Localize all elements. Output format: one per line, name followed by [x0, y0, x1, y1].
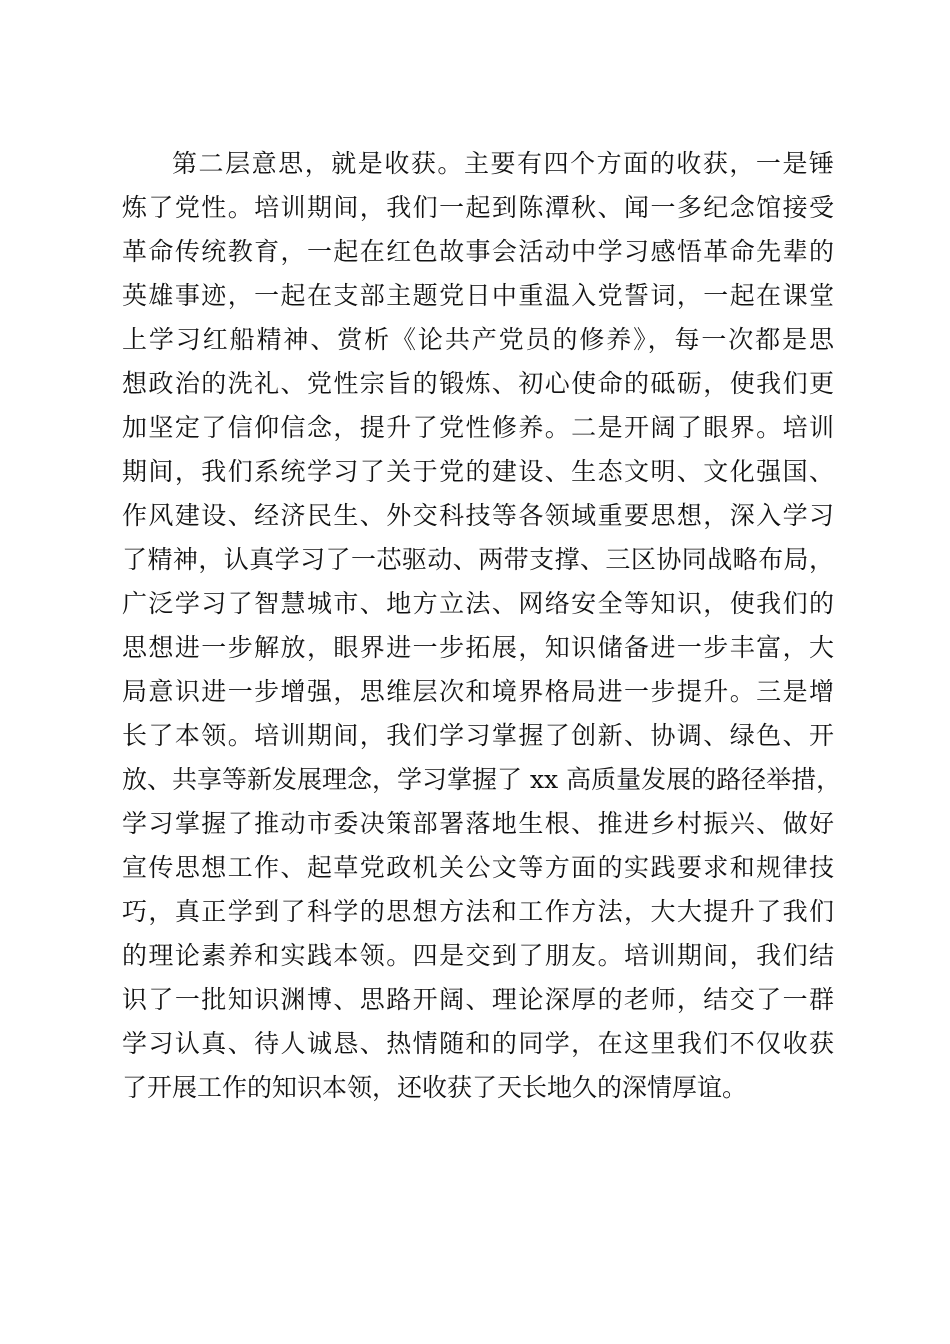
paragraph-line-6: 想政治的洗礼、党性宗旨的锻炼、初心使命的砥砺，使我们更 [122, 369, 834, 398]
paragraph-line-18: 巧，真正学到了科学的思想方法和工作方法，大大提升了我们 [122, 897, 834, 926]
paragraph-line-4: 英雄事迹，一起在支部主题党日中重温入党誓词，一起在课堂 [122, 281, 834, 310]
paragraph-line-19: 的理论素养和实践本领。四是交到了朋友。培训期间，我们结 [122, 941, 834, 970]
paragraph-line-10: 了精神，认真学习了一芯驱动、两带支撑、三区协同战略布局， [122, 545, 834, 574]
paragraph-line-12: 思想进一步解放，眼界进一步拓展，知识储备进一步丰富，大 [122, 633, 834, 662]
paragraph-line-14: 长了本领。培训期间，我们学习掌握了创新、协调、绿色、开 [122, 721, 834, 750]
paragraph-line-1: 第二层意思，就是收获。主要有四个方面的收获，一是锤 [172, 149, 834, 178]
paragraph-line-7: 加坚定了信仰信念，提升了党性修养。二是开阔了眼界。培训 [122, 413, 834, 442]
paragraph-line-11: 广泛学习了智慧城市、地方立法、网络安全等知识，使我们的 [122, 589, 834, 618]
paragraph-line-9: 作风建设、经济民生、外交科技等各领域重要思想，深入学习 [122, 501, 834, 530]
paragraph-line-21: 学习认真、待人诚恳、热情随和的同学，在这里我们不仅收获 [122, 1029, 834, 1058]
paragraph-line-17: 宣传思想工作、起草党政机关公文等方面的实践要求和规律技 [122, 853, 834, 882]
body-paragraph [122, 142, 842, 1110]
paragraph-line-3: 革命传统教育，一起在红色故事会活动中学习感悟革命先辈的 [122, 237, 834, 266]
paragraph-line-13: 局意识进一步增强，思维层次和境界格局进一步提升。三是增 [122, 677, 834, 706]
paragraph-line-20: 识了一批知识渊博、思路开阔、理论深厚的老师，结交了一群 [122, 985, 834, 1014]
paragraph-line-22: 了开展工作的知识本领，还收获了天长地久的深情厚谊。 [122, 1073, 748, 1102]
paragraph-line-16: 学习掌握了推动市委决策部署落地生根、推进乡村振兴、做好 [122, 809, 834, 838]
paragraph-line-15: 放、共享等新发展理念，学习掌握了 xx 高质量发展的路径举措， [122, 765, 842, 794]
paragraph-line-5: 上学习红船精神、赏析《论共产党员的修养》，每一次都是思 [122, 325, 834, 354]
paragraph-line-8: 期间，我们系统学习了关于党的建设、生态文明、文化强国、 [122, 457, 834, 486]
paragraph-line-2: 炼了党性。培训期间，我们一起到陈潭秋、闻一多纪念馆接受 [122, 193, 834, 222]
